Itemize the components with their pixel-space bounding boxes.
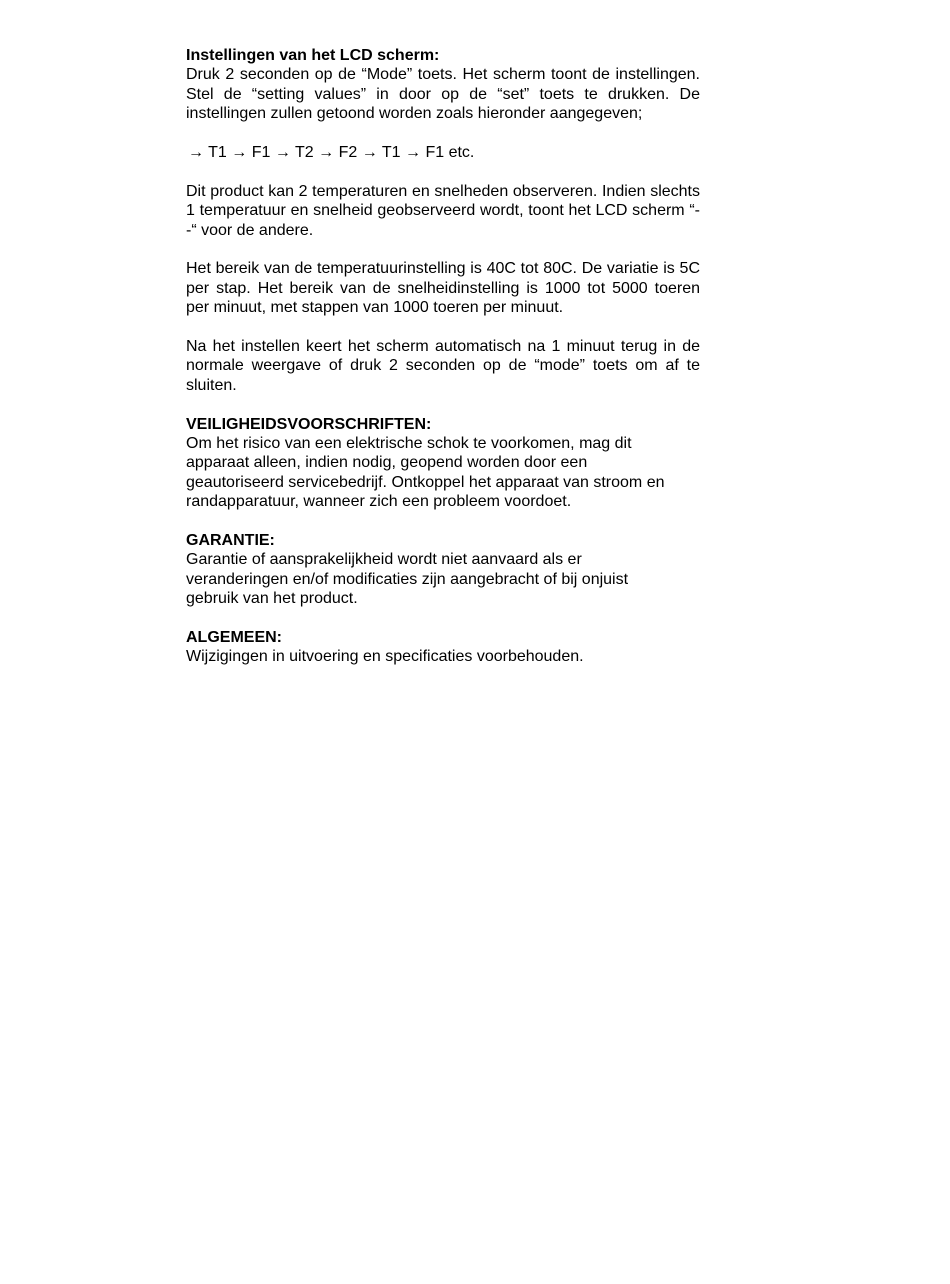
arrow-icon: → bbox=[405, 144, 421, 162]
general-heading: ALGEMEEN: bbox=[186, 629, 282, 647]
observe-paragraph: Dit product kan 2 temperaturen en snelheden observeren. Indien slechts 1 temperatuur en snelheid geobserveerd wordt, toont het LCD scherm “- -“ voor de andere. bbox=[186, 182, 700, 239]
safety-line: randapparatuur, wanneer zich een probleem voordoet. bbox=[186, 493, 572, 511]
arrow-icon: → bbox=[188, 144, 204, 162]
sequence-step: F2 bbox=[338, 144, 358, 162]
safety-line: Om het risico van een elektrische schok te voorkomen, mag dit bbox=[186, 435, 632, 453]
settings-sequence bbox=[186, 143, 700, 162]
spacer bbox=[186, 240, 700, 259]
document-page bbox=[186, 46, 700, 667]
warranty-line: veranderingen en/of modificaties zijn aangebracht of bij onjuist bbox=[186, 570, 629, 588]
warranty-heading: GARANTIE: bbox=[186, 532, 275, 550]
sequence-step: F1 bbox=[251, 144, 271, 162]
arrow-icon: → bbox=[231, 144, 248, 162]
safety-line: apparaat alleen, indien nodig, geopend worden door een bbox=[186, 454, 588, 472]
spacer bbox=[186, 395, 700, 414]
lcd-settings-heading: Instellingen van het LCD scherm: bbox=[186, 47, 440, 64]
sequence-step: T1 bbox=[208, 144, 227, 162]
sequence-step: T1 bbox=[381, 144, 401, 162]
spacer bbox=[186, 609, 700, 628]
safety-line: geautoriseerd servicebedrijf. Ontkoppel het apparaat van stroom en bbox=[186, 473, 665, 491]
spacer bbox=[186, 162, 700, 181]
warranty-line: Garantie of aansprakelijkheid wordt niet aanvaard als er bbox=[186, 551, 582, 569]
sequence-step: F1 etc. bbox=[425, 144, 475, 162]
range-paragraph: Het bereik van de temperatuurinstelling is 40C tot 80C. De variatie is 5C per stap. Het bereik van de snelheidinstelling is 1000 tot 5000 toeren per minuut, met stappen van 1000 toeren per minuut. bbox=[186, 260, 700, 317]
spacer bbox=[186, 318, 700, 337]
general-text: Wijzigingen in uitvoering en specificaties voorbehouden. bbox=[186, 648, 584, 666]
warranty-line: gebruik van het product. bbox=[186, 590, 358, 608]
arrow-icon: → bbox=[274, 144, 291, 162]
spacer bbox=[186, 512, 700, 531]
lcd-settings-intro: Druk 2 seconden op de “Mode” toets. Het scherm toont de instellingen. Stel de “setting values” in door op de “set” toets te drukken. De instellingen zullen getoond worden zoals hieronder aangegeven; bbox=[186, 66, 700, 123]
warranty-text bbox=[186, 550, 700, 608]
arrow-icon: → bbox=[318, 144, 335, 162]
spacer bbox=[186, 124, 700, 143]
safety-text bbox=[186, 434, 700, 512]
safety-heading: VEILIGHEIDSVOORSCHRIFTEN: bbox=[186, 415, 432, 433]
return-paragraph: Na het instellen keert het scherm automatisch na 1 minuut terug in de normale weergave of druk 2 seconden op de “mode” toets om af te sluiten. bbox=[186, 338, 700, 394]
arrow-icon: → bbox=[361, 144, 378, 162]
sequence-step: T2 bbox=[295, 144, 314, 162]
